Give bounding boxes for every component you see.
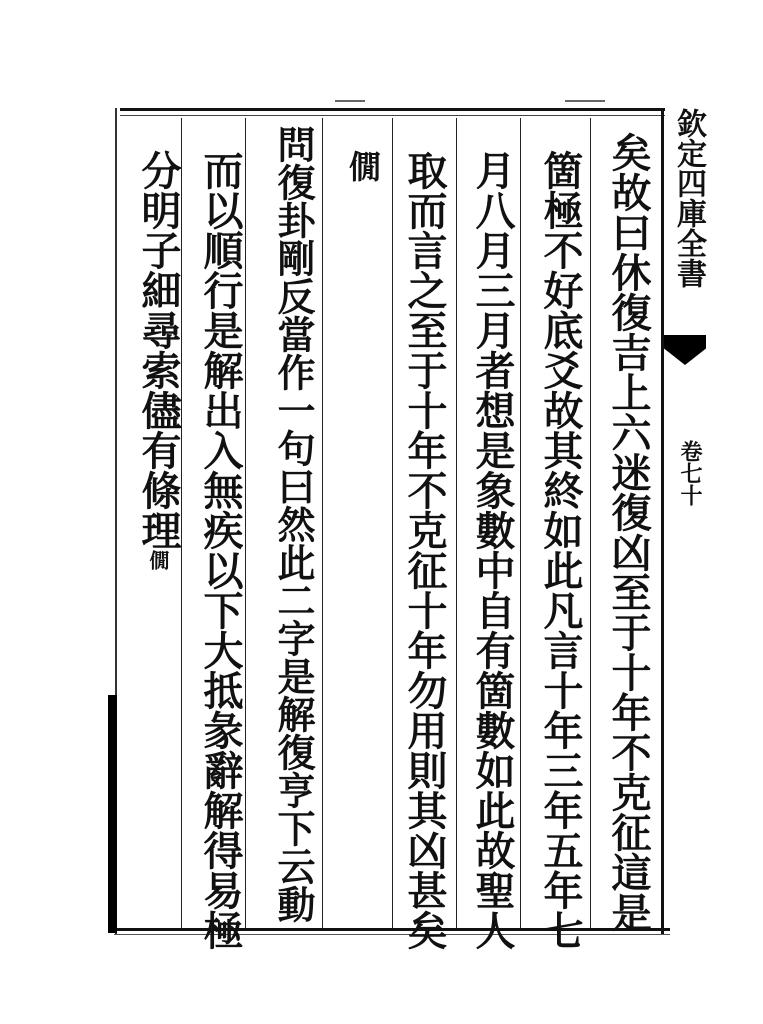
text-column-6: 問復卦剛反當作一句曰然此二字是解復亨下云動	[271, 125, 316, 923]
frame-right-rule	[661, 108, 664, 934]
text-column-2: 箇極不好底爻故其終如此凡言十年三年五年七	[537, 150, 584, 950]
column-divider	[590, 118, 591, 928]
column-divider	[392, 118, 393, 928]
text-column-5: 僩	[344, 150, 382, 182]
top-mark	[335, 100, 365, 102]
frame-top-inner-rule	[120, 115, 665, 116]
frame-top-rule	[120, 108, 665, 111]
text-column-8	[133, 150, 183, 570]
column-divider	[456, 118, 457, 928]
column-divider	[322, 118, 323, 928]
annotation-note: 僩	[146, 550, 170, 570]
column-divider	[245, 118, 246, 928]
text-column-8-main: 分明子細尋索儘有條理	[135, 150, 182, 550]
frame-left-thick-bar	[108, 695, 117, 933]
top-mark	[565, 100, 605, 102]
text-column-3: 月八月三月者想是象數中自有箇數如此故聖人	[469, 150, 516, 950]
margin-book-title: 欽定四庫全書	[671, 108, 706, 288]
text-column-4: 取而言之至于十年不克征十年勿用則其凶甚矣	[401, 150, 448, 950]
text-column-1: 矣故曰休復吉上六迷復凶至于十年不克征這是	[605, 132, 652, 932]
column-divider	[520, 118, 521, 928]
margin-juan-number: 卷七十	[677, 440, 703, 506]
text-column-7: 而以順行是解出入無疾以下大抵彖辭解得易極	[197, 150, 244, 950]
fishtail-mark	[664, 335, 706, 365]
